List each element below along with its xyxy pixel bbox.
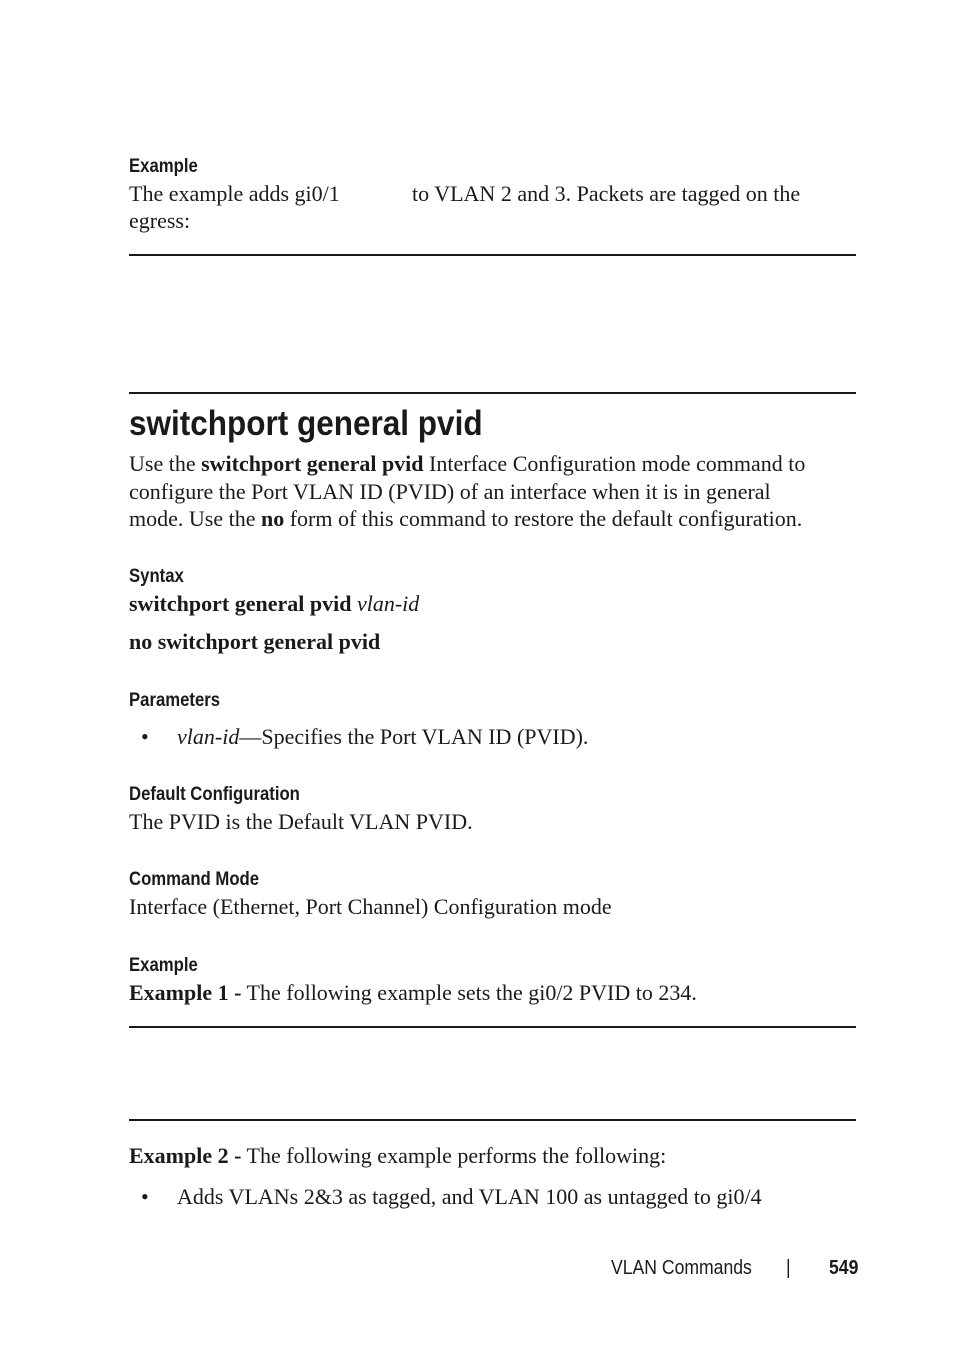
top-example-line1a: The example adds gi0/1 xyxy=(129,181,340,206)
code-box-rule-top xyxy=(129,1026,856,1028)
section-rule xyxy=(129,392,856,394)
code-box-top-rule-bottom xyxy=(129,254,856,256)
example-2-bullet: Adds VLANs 2&3 as tagged, and VLAN 100 as untagged to gi0/4 xyxy=(177,1184,762,1209)
parameters-heading: Parameters xyxy=(129,690,221,711)
intro-line-2: configure the Port VLAN ID (PVID) of an interface when it is in general xyxy=(129,479,771,504)
intro-line-3: mode. Use the no form of this command to restore the default configuration. xyxy=(129,506,803,531)
default-config-text: The PVID is the Default VLAN PVID. xyxy=(129,809,473,834)
example-heading: Example xyxy=(129,955,198,976)
code-box-rule-bottom xyxy=(129,1119,856,1121)
footer-separator: | xyxy=(786,1257,791,1279)
example-1-text: Example 1 - The following example sets the gi0/2 PVID to 234. xyxy=(129,980,697,1005)
footer-chapter: VLAN Commands xyxy=(611,1257,752,1279)
intro-line-1: Use the switchport general pvid Interface Configuration mode command to xyxy=(129,451,806,476)
top-example-line2: egress: xyxy=(129,208,191,233)
syntax-heading: Syntax xyxy=(129,566,184,587)
top-example-line1b: to VLAN 2 and 3. Packets are tagged on the xyxy=(412,181,801,206)
example-2-text: Example 2 - The following example performs the following: xyxy=(129,1143,667,1168)
top-example-heading: Example xyxy=(129,156,198,177)
command-mode-heading: Command Mode xyxy=(129,869,260,890)
default-config-heading: Default Configuration xyxy=(129,784,300,805)
command-mode-text: Interface (Ethernet, Port Channel) Configuration mode xyxy=(129,894,612,919)
bullet-marker: • xyxy=(141,724,149,749)
parameter-item: vlan-id—Specifies the Port VLAN ID (PVID). xyxy=(177,724,589,749)
bullet-marker: • xyxy=(141,1184,149,1209)
page-number: 549 xyxy=(829,1257,859,1279)
syntax-cmd-1: switchport general pvid vlan-id xyxy=(129,591,420,616)
page-title: switchport general pvid xyxy=(129,404,483,443)
syntax-cmd-2: no switchport general pvid xyxy=(129,629,381,654)
